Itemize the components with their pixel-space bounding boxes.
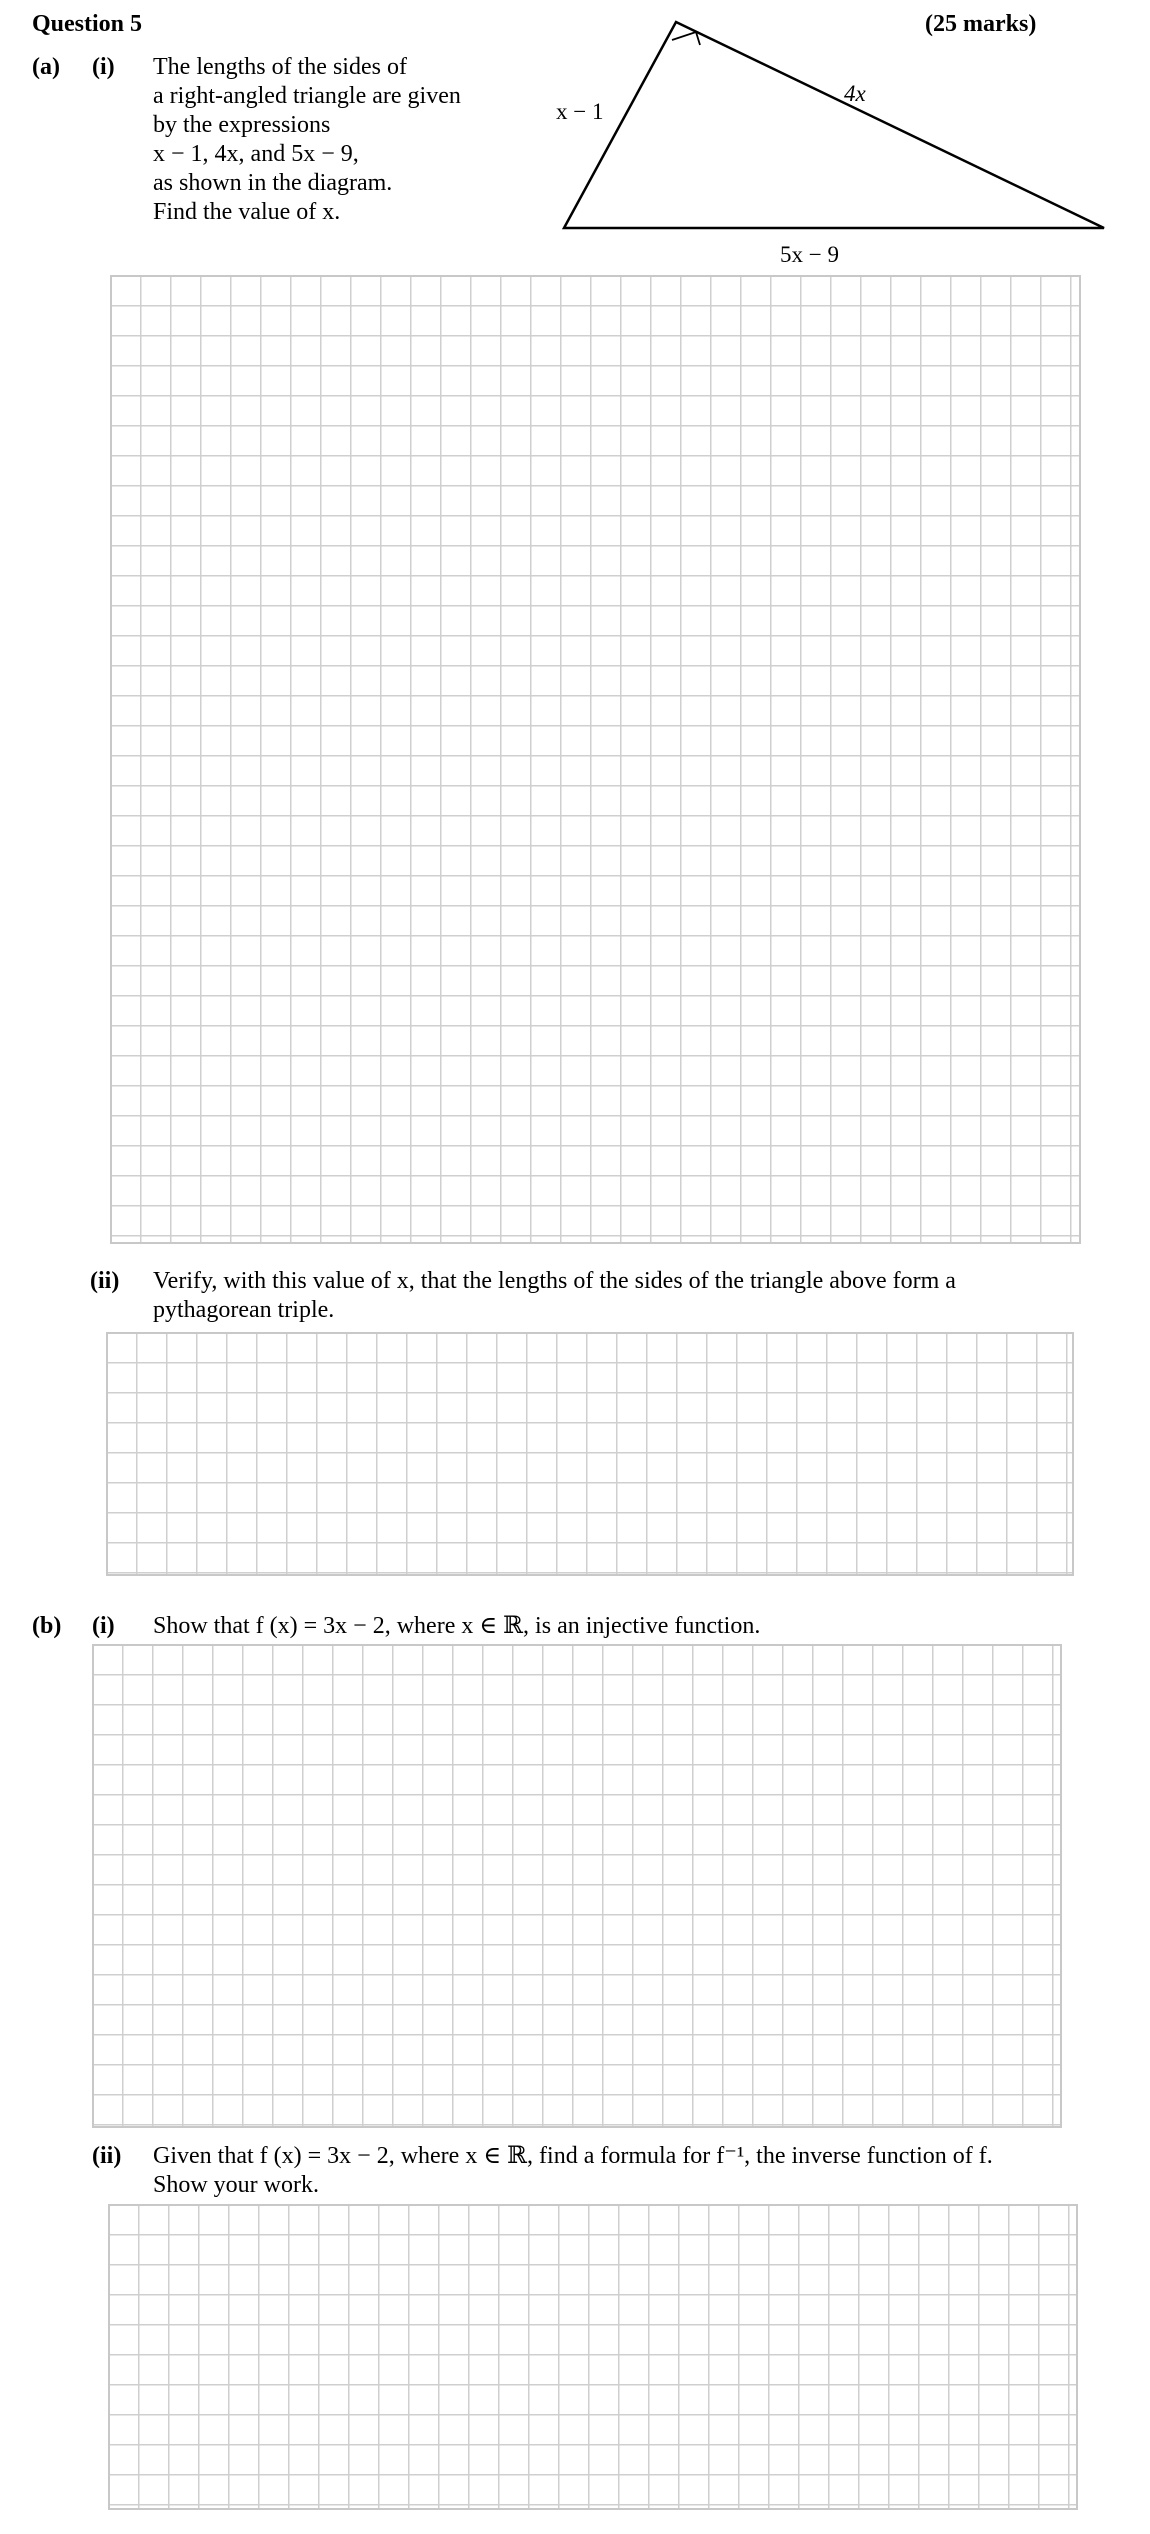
part-b-i-text: Show that f (x) = 3x − 2, where x ∈ ℝ, is an injective function.: [153, 1613, 761, 1639]
label-side-base: 5x − 9: [780, 242, 839, 267]
part-b-ii-text: [153, 2142, 993, 2200]
part-b-ii-line: Given that f (x) = 3x − 2, where x ∈ ℝ, find a formula for f⁻¹, the inverse function of f.: [153, 2143, 993, 2169]
part-b-ii-line: Show your work.: [153, 2172, 319, 2198]
question-title: Question 5: [32, 11, 143, 37]
part-a-ii-line: pythagorean triple.: [153, 1297, 335, 1323]
answer-grid-a-ii[interactable]: [106, 1332, 1074, 1576]
triangle-shape: [564, 22, 1104, 228]
part-b-label: (b): [32, 1613, 62, 1639]
part-a-i-line: as shown in the diagram.: [153, 170, 393, 196]
label-side-left: x − 1: [556, 99, 604, 124]
part-a-ii-label: (ii): [90, 1268, 120, 1294]
part-a-i-label: (i): [92, 54, 115, 80]
part-b-i-label: (i): [92, 1613, 115, 1639]
part-a-i-line: a right-angled triangle are given: [153, 83, 461, 109]
part-a-i-line: x − 1, 4x, and 5x − 9,: [153, 141, 359, 167]
part-a-i-line: by the expressions: [153, 112, 331, 138]
part-a-i-text: [153, 53, 461, 227]
part-a-i-line: The lengths of the sides of: [153, 54, 407, 80]
label-side-hyp: 4x: [844, 81, 866, 106]
marks-label: (25 marks): [925, 11, 1037, 37]
part-a-i-line: Find the value of x.: [153, 199, 341, 225]
part-a-ii-line: Verify, with this value of x, that the lengths of the sides of the triangle above form a: [153, 1268, 956, 1294]
answer-grid-a-i[interactable]: [110, 275, 1081, 1244]
answer-grid-b-i[interactable]: [92, 1644, 1062, 2128]
right-angle-marker: [672, 32, 700, 45]
part-a-ii-text: [153, 1267, 956, 1325]
triangle-diagram: [540, 0, 1120, 280]
answer-grid-b-ii[interactable]: [108, 2204, 1078, 2510]
part-a-label: (a): [32, 54, 60, 80]
part-b-ii-label: (ii): [92, 2143, 122, 2169]
